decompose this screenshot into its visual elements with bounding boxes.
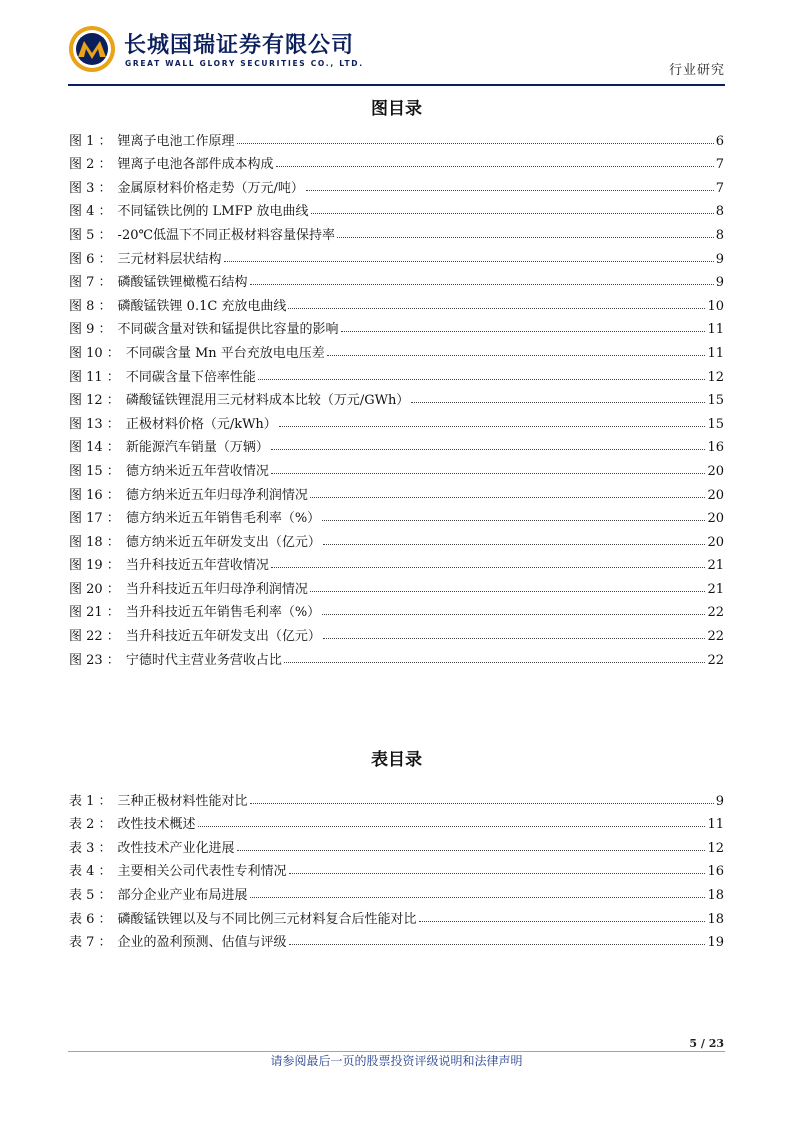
dot-leader [250,803,714,804]
figure-entry[interactable] [69,620,724,644]
header-divider [68,84,725,86]
dot-leader [341,331,706,332]
table-entry-number: 表 1 ： [69,793,112,809]
table-entry-page: 18 [707,911,724,927]
dot-leader [271,567,706,568]
figure-entry-number: 图 10 ： [69,345,120,361]
figure-entry-title: 锂离子电池工作原理 [117,133,235,149]
figure-entry[interactable] [69,408,724,432]
dot-leader [284,662,706,663]
figure-entry-number: 图 8 ： [69,298,112,314]
dot-leader [198,826,706,827]
table-entry-title: 主要相关公司代表性专利情况 [117,864,287,880]
table-entry-number: 表 5 ： [69,887,112,903]
figure-entry-number: 图 12 ： [69,393,120,409]
figure-entry-page: 11 [707,322,724,338]
figure-entry[interactable] [69,267,724,291]
figure-entry-title: 新能源汽车销量（万辆） [125,440,269,456]
dot-leader [311,213,714,214]
figure-list-title: 图目录 [371,99,422,119]
figure-entry-number: 图 19 ： [69,558,120,574]
figure-entry-page: 22 [707,652,724,668]
figure-entry-title: 不同碳含量对铁和锰提供比容量的影响 [117,322,339,338]
figure-entry-title: 当升科技近五年研发支出（亿元） [125,629,321,645]
table-entry-number: 表 2 ： [69,817,112,833]
figure-entry-title: 正极材料价格（元/kWh） [125,416,277,432]
figure-entry-title: 磷酸锰铁锂橄榄石结构 [117,275,248,291]
figure-entry-title: 宁德时代主营业务营收占比 [125,652,282,668]
table-entry[interactable] [69,879,724,903]
figure-entry-page: 20 [707,487,724,503]
figure-entry[interactable] [69,361,724,385]
figure-entry-page: 11 [707,345,724,361]
company-logo-icon [68,25,116,73]
company-name-cn: 长城国瑞证券有限公司 [124,33,355,58]
figure-entry-page: 7 [715,157,724,173]
figure-entry[interactable] [69,172,724,196]
dot-leader [327,355,706,356]
table-entry-number: 表 3 ： [69,840,112,856]
page-header [68,22,725,84]
figure-entry-number: 图 1 ： [69,133,112,149]
figure-entry-page: 21 [707,581,724,597]
table-entry-page: 19 [707,935,724,951]
dot-leader [337,237,714,238]
figure-entry-title: 不同锰铁比例的 LMFP 放电曲线 [117,204,309,220]
dot-leader [419,921,706,922]
figure-list [69,125,724,668]
figure-entry-number: 图 21 ： [69,605,120,621]
figure-entry-title: 德方纳米近五年营收情况 [125,463,269,479]
figure-entry-number: 图 13 ： [69,416,120,432]
table-entry-page: 18 [707,887,724,903]
figure-entry[interactable] [69,597,724,621]
figure-entry-page: 8 [715,204,724,220]
dot-leader [237,850,706,851]
figure-entry[interactable] [69,385,724,409]
dot-leader [288,308,705,309]
table-entry[interactable] [69,903,724,927]
figure-entry-number: 图 14 ： [69,440,120,456]
dot-leader [250,897,706,898]
dot-leader [306,190,714,191]
table-entry-title: 磷酸锰铁锂以及与不同比例三元材料复合后性能对比 [117,911,417,927]
dot-leader [310,497,706,498]
figure-entry-page: 9 [715,251,724,267]
figure-entry-number: 图 11 ： [69,369,120,385]
dot-leader [224,261,714,262]
company-name-en: GREAT WALL GLORY SECURITIES CO., LTD. [125,59,364,68]
figure-entry-page: 21 [707,558,724,574]
figure-entry-title: -20℃低温下不同正极材料容量保持率 [117,227,336,243]
table-entry[interactable] [69,856,724,880]
figure-entry-page: 12 [707,369,724,385]
table-entry-number: 表 6 ： [69,911,112,927]
table-entry-page: 11 [707,817,724,833]
table-entry[interactable] [69,809,724,833]
dot-leader [323,544,706,545]
figure-entry[interactable] [69,455,724,479]
table-entry[interactable] [69,785,724,809]
figure-entry[interactable] [69,573,724,597]
figure-entry-title: 金属原材料价格走势（万元/吨） [117,180,304,196]
dot-leader [271,473,706,474]
figure-entry[interactable] [69,219,724,243]
dot-leader [271,449,706,450]
table-list-title: 表目录 [371,750,422,770]
dot-leader [279,426,706,427]
figure-entry-number: 图 3 ： [69,180,112,196]
table-entry-page: 9 [715,793,724,809]
dot-leader [289,873,706,874]
dot-leader [323,638,706,639]
table-entry-title: 企业的盈利预测、估值与评级 [117,935,287,951]
figure-entry-page: 15 [707,393,724,409]
figure-entry[interactable] [69,125,724,149]
figure-entry-number: 图 4 ： [69,204,112,220]
figure-entry-title: 德方纳米近五年归母净利润情况 [125,487,308,503]
figure-entry-title: 德方纳米近五年研发支出（亿元） [125,534,321,550]
table-list [69,785,724,950]
table-entry-number: 表 4 ： [69,864,112,880]
figure-entry-number: 图 23 ： [69,652,120,668]
figure-entry-page: 6 [715,133,724,149]
table-entry-title: 改性技术产业化进展 [117,840,235,856]
figure-entry-title: 不同碳含量下倍率性能 [125,369,256,385]
figure-entry-page: 22 [707,629,724,645]
figure-entry-title: 当升科技近五年营收情况 [125,558,269,574]
figure-entry-title: 德方纳米近五年销售毛利率（%） [125,511,321,527]
figure-entry[interactable] [69,149,724,173]
figure-entry-title: 三元材料层状结构 [117,251,222,267]
figure-entry-title: 磷酸锰铁锂 0.1C 充放电曲线 [117,298,287,314]
figure-entry-page: 7 [715,180,724,196]
figure-entry-page: 20 [707,534,724,550]
dot-leader [250,284,714,285]
figure-entry[interactable] [69,550,724,574]
figure-entry[interactable] [69,503,724,527]
figure-entry-title: 当升科技近五年归母净利润情况 [125,581,308,597]
figure-entry-page: 16 [707,440,724,456]
figure-entry[interactable] [69,337,724,361]
figure-entry-page: 8 [715,227,724,243]
figure-entry[interactable] [69,432,724,456]
figure-entry-title: 锂离子电池各部件成本构成 [117,157,274,173]
table-entry-number: 表 7 ： [69,935,112,951]
dot-leader [411,402,705,403]
figure-entry-page: 10 [707,298,724,314]
figure-entry-number: 图 2 ： [69,157,112,173]
dot-leader [276,166,714,167]
table-entry-page: 16 [707,864,724,880]
figure-entry[interactable] [69,196,724,220]
page-number: 5 / 23 [689,1037,724,1050]
table-entry-title: 改性技术概述 [117,817,196,833]
figure-entry[interactable] [69,290,724,314]
figure-entry-title: 当升科技近五年销售毛利率（%） [125,605,321,621]
report-type-label: 行业研究 [668,63,725,78]
disclaimer-note[interactable]: 请参阅最后一页的股票投资评级说明和法律声明 [270,1054,523,1068]
figure-entry-number: 图 9 ： [69,322,112,338]
figure-entry-number: 图 16 ： [69,487,120,503]
figure-entry-page: 20 [707,511,724,527]
figure-entry-number: 图 18 ： [69,534,120,550]
table-entry[interactable] [69,832,724,856]
dot-leader [237,143,714,144]
figure-entry-page: 22 [707,605,724,621]
table-entry-page: 12 [707,840,724,856]
table-entry-title: 部分企业产业布局进展 [117,887,248,903]
dot-leader [289,944,706,945]
figure-entry[interactable] [69,243,724,267]
figure-entry-number: 图 20 ： [69,581,120,597]
figure-entry-number: 图 5 ： [69,227,112,243]
figure-entry-page: 20 [707,463,724,479]
figure-entry[interactable] [69,526,724,550]
figure-entry[interactable] [69,314,724,338]
figure-entry-number: 图 22 ： [69,629,120,645]
dot-leader [322,614,705,615]
figure-entry-number: 图 7 ： [69,275,112,291]
figure-entry-title: 磷酸锰铁锂混用三元材料成本比较（万元/GWh） [125,393,410,409]
figure-entry-number: 图 17 ： [69,511,120,527]
dot-leader [322,520,705,521]
figure-entry-title: 不同碳含量 Mn 平台充放电电压差 [125,345,325,361]
table-entry[interactable] [69,927,724,951]
figure-entry-page: 9 [715,275,724,291]
dot-leader [258,379,706,380]
figure-entry[interactable] [69,479,724,503]
table-entry-title: 三种正极材料性能对比 [117,793,248,809]
dot-leader [310,591,706,592]
figure-entry-number: 图 6 ： [69,251,112,267]
figure-entry-number: 图 15 ： [69,463,120,479]
figure-entry-page: 15 [707,416,724,432]
figure-entry[interactable] [69,644,724,668]
